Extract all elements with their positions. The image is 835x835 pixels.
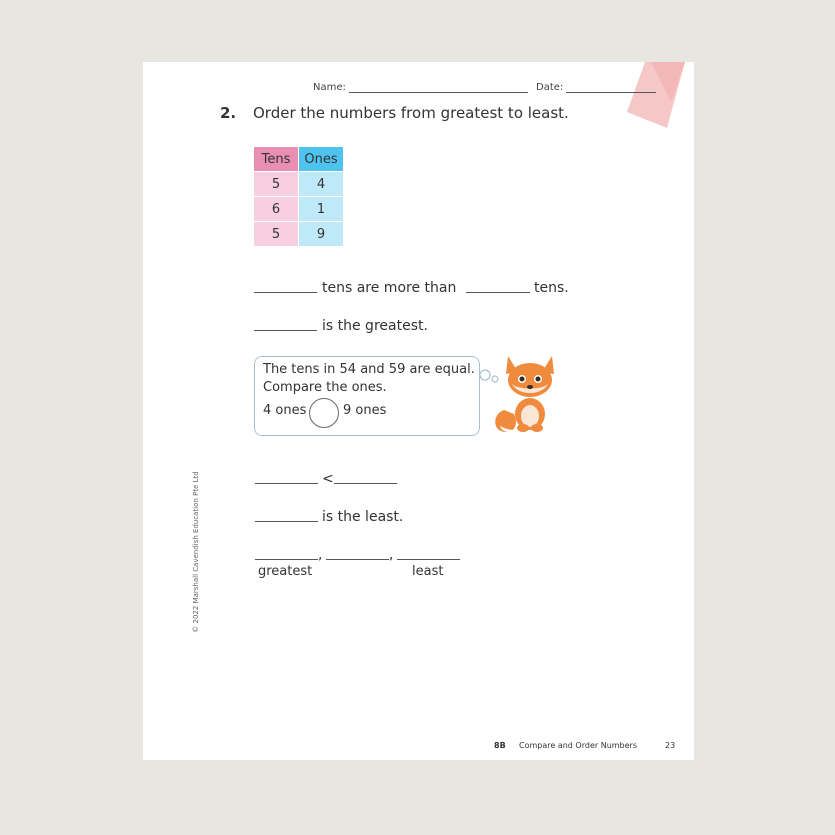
least-text: is the least. (322, 509, 404, 525)
answer-blank-2[interactable] (466, 292, 530, 293)
lesser-blank[interactable] (255, 483, 318, 484)
table-row (254, 172, 344, 197)
comma-1: , (318, 547, 323, 563)
hint-line-2: Compare the ones. (263, 380, 387, 395)
ones-cell: 1 (299, 197, 344, 222)
hint-right: 9 ones (343, 403, 387, 418)
hint-left: 4 ones (263, 403, 307, 418)
tens-header: Tens (254, 147, 299, 172)
compare-circle[interactable] (309, 398, 339, 428)
order-blank-3[interactable] (397, 559, 460, 560)
least-label: least (412, 564, 444, 579)
tens-end-text: tens. (534, 280, 569, 296)
table-row (254, 197, 344, 222)
tens-cell: 5 (254, 172, 299, 197)
page-number: 23 (665, 741, 676, 750)
ones-cell: 4 (299, 172, 344, 197)
place-value-table (253, 146, 344, 247)
date-label: Date: (536, 82, 564, 93)
footer-title: Compare and Order Numbers (519, 741, 638, 750)
order-blank-1[interactable] (255, 559, 318, 560)
order-blank-2[interactable] (326, 559, 389, 560)
corner-ribbon (627, 62, 687, 128)
comma-2: , (389, 547, 394, 563)
greatest-label: greatest (258, 564, 313, 579)
footer-code: 8B (494, 741, 506, 750)
answer-blank-1[interactable] (254, 292, 317, 293)
greatest-blank[interactable] (254, 330, 317, 331)
greatest-text: is the greatest. (322, 318, 428, 334)
greater-blank[interactable] (334, 483, 397, 484)
least-blank[interactable] (255, 521, 318, 522)
table-row (254, 222, 344, 247)
fox-mascot-icon (490, 352, 568, 436)
less-than-symbol: < (322, 471, 334, 487)
ones-cell: 9 (299, 222, 344, 247)
question-text: Order the numbers from greatest to least. (253, 104, 569, 122)
tens-more-text: tens are more than (322, 280, 457, 296)
date-field[interactable] (566, 92, 656, 93)
hint-line-1: The tens in 54 and 59 are equal. (263, 362, 475, 377)
ones-header: Ones (299, 147, 344, 172)
tens-cell: 6 (254, 197, 299, 222)
question-number: 2. (220, 104, 237, 122)
copyright-text: © 2022 Marshall Cavendish Education Pte Ltd (192, 471, 200, 633)
tens-cell: 5 (254, 222, 299, 247)
name-label: Name: (313, 82, 346, 93)
name-field[interactable] (349, 92, 528, 93)
